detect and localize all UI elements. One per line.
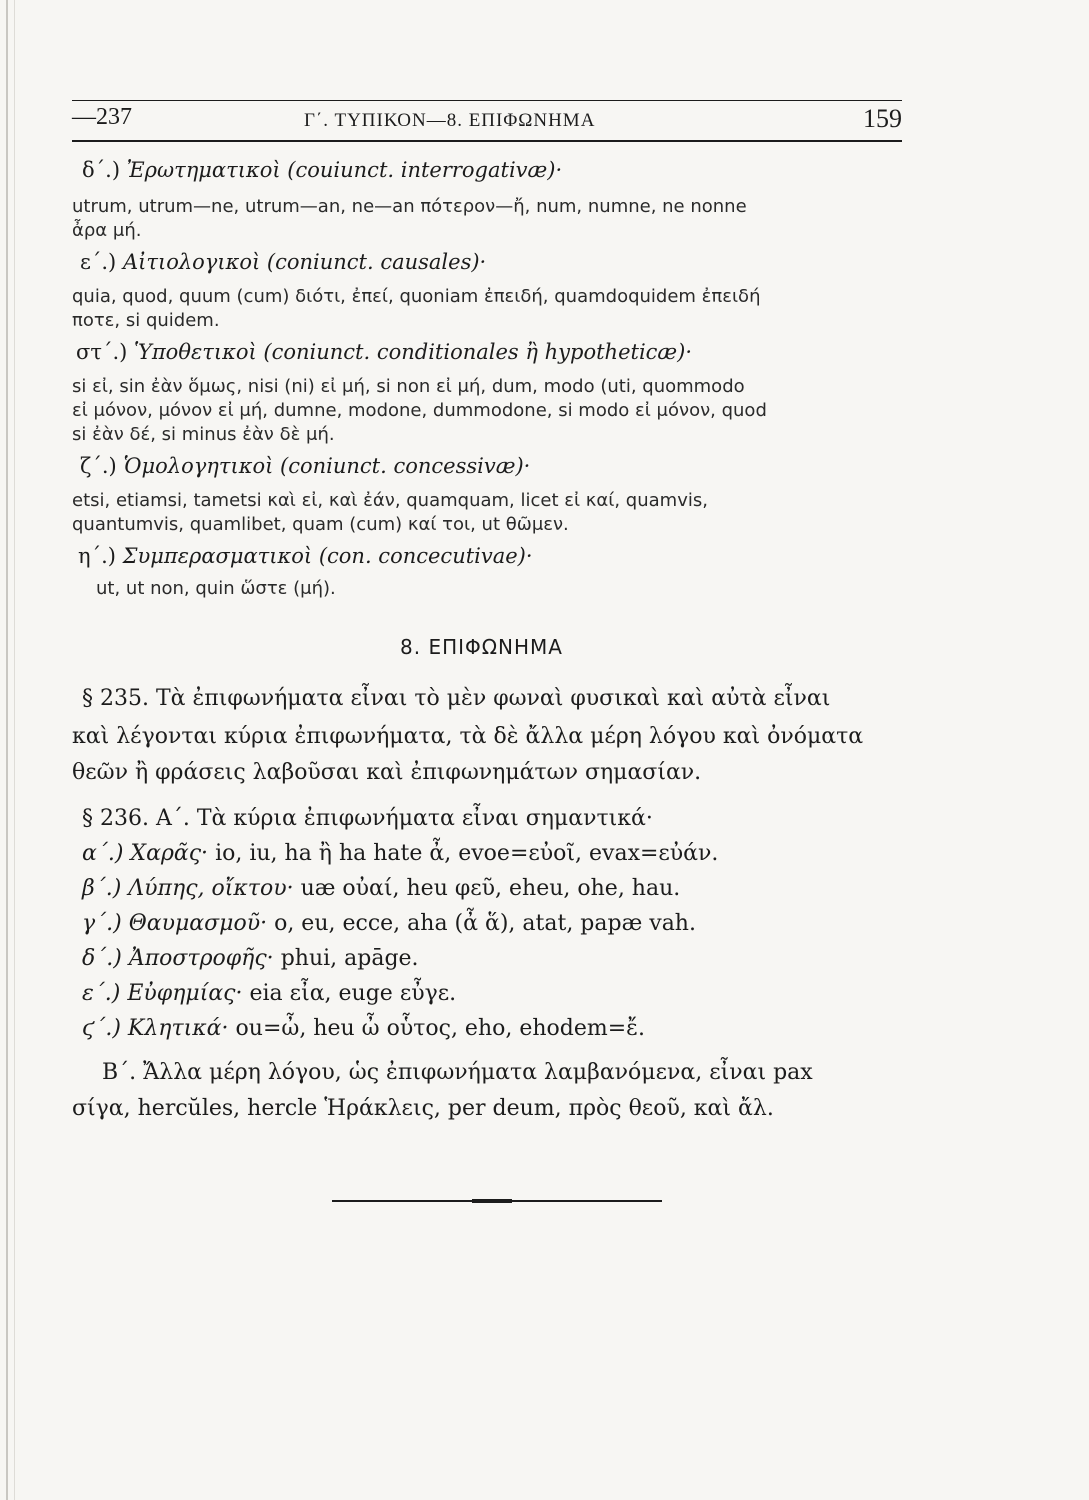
end-rule-ornament [472,1199,512,1203]
interjection-category: β΄.) Λύπης, οἴκτου· [82,876,294,901]
conjunction-line: utrum, utrum—ne, utrum—an, ne—an πότερον—ἤ, num, numne, ne nonne [72,196,747,217]
section-heading: 8. ΕΠΙΦΩΝΗΜΑ [400,635,563,659]
conjunction-title: Αἰτιολογικοὶ (coniunct. causales)· [122,250,487,274]
interjection-category: δ΄.) Ἀποστροφῆς· [82,946,274,971]
paragraph-line: σίγα, hercŭles, hercle Ἡράκλεις, per deum, πρὸς θεοῦ, καὶ ἄλ. [72,1096,774,1121]
conjunction-heading [78,544,533,568]
running-header [72,100,902,142]
end-rule [332,1200,662,1202]
interjection-item [82,911,696,936]
section-reference: —237 [72,104,132,130]
interjection-category: ε΄.) Εὐφημίας· [82,981,243,1006]
paragraph-line: καὶ λέγονται κύρια ἐπιφωνήματα, τὰ δὲ ἄλλα μέρη λόγου καὶ ὀνόματα [72,724,864,749]
page-edge-line [14,0,15,1500]
conjunction-heading [76,340,692,364]
conjunction-heading [82,158,562,182]
conjunction-line: etsi, etiamsi, tametsi καὶ εἰ, καὶ ἐάν, quamquam, licet εἰ καί, quamvis, [72,490,708,511]
interjection-category: α΄.) Χαρᾶς· [82,841,209,866]
interjection-category: γ΄.) Θαυμασμοῦ· [82,911,268,936]
paragraph-line: § 236. Α΄. Τὰ κύρια ἐπιφωνήματα εἶναι σημαντικά· [82,806,653,831]
conjunction-number: ζ΄.) [80,454,117,478]
book-page [72,100,902,1121]
paragraph-line: θεῶν ἢ φράσεις λαβοῦσαι καὶ ἐπιφωνημάτων σημασίαν. [72,760,702,785]
interjection-examples: uæ οὐαί, heu φεῦ, eheu, ohe, hau. [300,876,681,901]
conjunction-line: si ἐὰν δέ, si minus ἐὰν δὲ μή. [72,424,335,445]
interjection-examples: ou=ὦ, heu ὦ οὗτος, eho, ehodem=ἔ. [235,1016,645,1041]
conjunction-line: ἆρα μή. [72,220,142,241]
interjection-item [82,946,419,971]
conjunction-number: στ΄.) [76,340,128,364]
interjection-examples: phui, apāge. [280,946,419,971]
page-number: 159 [863,104,902,133]
interjection-examples: o, eu, ecce, aha (ἆ ἅ), atat, papæ vah. [274,911,696,936]
conjunction-number: ε΄.) [80,250,117,274]
conjunction-number: η΄.) [78,544,116,568]
interjection-category: ϛ΄.) Κλητικά· [82,1016,229,1041]
paragraph-line: § 235. Τὰ ἐπιφωνήματα εἶναι τὸ μὲν φωναὶ φυσικαὶ καὶ αὐτὰ εἶναι [82,686,831,711]
running-title: Γ΄. ΤΥΠΙΚΟΝ—8. ΕΠΙΦΩΝΗΜΑ [304,110,596,131]
conjunction-heading [80,250,486,274]
interjection-examples: eia εἶα, euge εὖγε. [249,981,457,1006]
conjunction-line: εἰ μόνον, μόνον εἰ μή, dumne, modone, dummodone, si modo εἰ μόνον, quod [72,400,767,421]
conjunction-title: Ὑποθετικοὶ (coniunct. conditionales ἢ hypotheticæ)· [134,340,693,364]
interjection-examples: io, iu, ha ἢ ha hate ἆ, evoe=εὐοῖ, evax=εὐάν. [215,841,719,866]
conjunction-heading [80,454,530,478]
conjunction-title: Ὁμολογητικοὶ (coniunct. concessivæ)· [123,454,531,478]
paragraph-line: Β΄. Ἄλλα μέρη λόγου, ὡς ἐπιφωνήματα λαμβανόμενα, εἶναι pax [102,1060,813,1085]
interjection-item [82,981,456,1006]
page-edge-shadow [6,0,8,1500]
interjection-item [82,1016,645,1041]
conjunction-title: Συμπερασματικοὶ (con. concecutivae)· [122,544,533,568]
interjection-item [82,841,718,866]
conjunction-line: ποτε, si quidem. [72,310,220,331]
conjunction-line: quia, quod, quum (cum) διότι, ἐπεί, quoniam ἐπειδή, quamdoquidem ἐπειδή [72,286,761,307]
conjunction-line: si εἰ, sin ἐὰν ὅμως, nisi (ni) εἰ μή, si non εἰ μή, dum, modo (uti, quommodo [72,376,745,397]
conjunction-title: Ἐρωτηματικοὶ (couiunct. interrogativæ)· [126,158,563,182]
conjunction-line: ut, ut non, quin ὥστε (μή). [96,578,336,599]
conjunction-line: quantumvis, quamlibet, quam (cum) καί τοι, ut θῶμεν. [72,514,569,535]
conjunction-number: δ΄.) [82,158,121,182]
interjection-item [82,876,680,901]
header-top-rule [72,100,902,101]
